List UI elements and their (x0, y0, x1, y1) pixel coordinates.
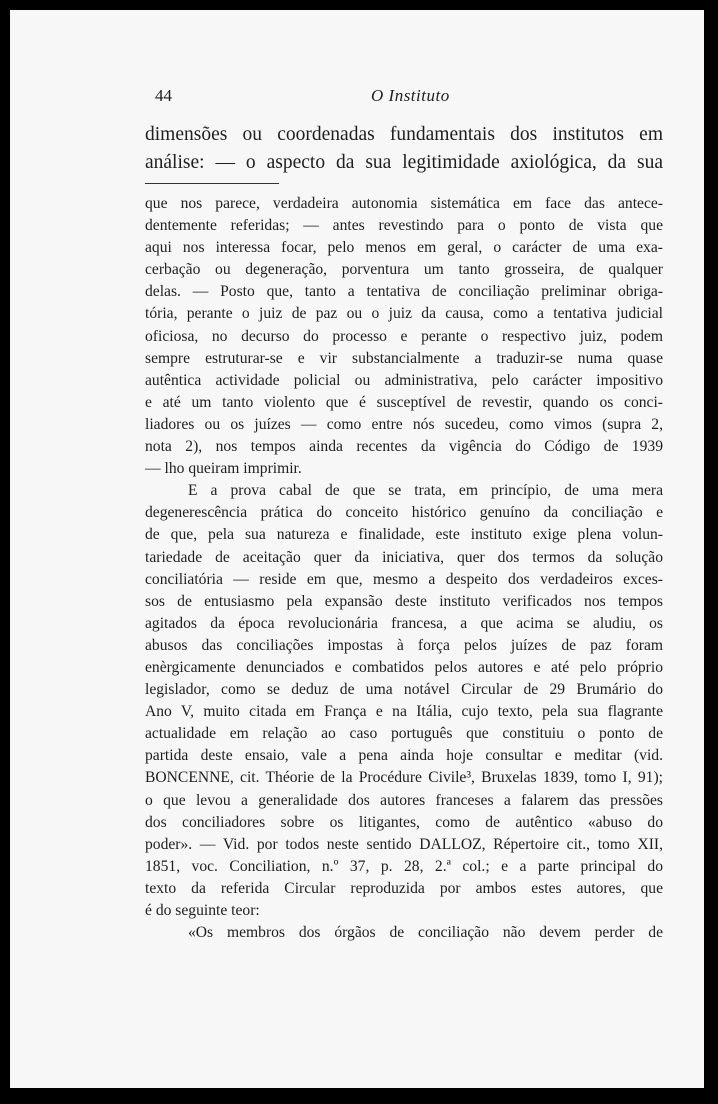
text-line: dimensões ou coordenadas fundamentais dos institutos em (145, 124, 663, 145)
footnote-line: abusos das conciliações impostas à força pelos juízes de paz foram (145, 636, 663, 654)
main-text (145, 121, 663, 177)
footnote-line: o que levou a generalidade dos autores franceses a falarem das pressões (145, 791, 663, 809)
footnote-line: aqui nos interessa focar, pelo menos em geral, o carácter de uma exa- (145, 239, 663, 257)
footnote-line: enèrgicamente denunciados e combatidos pelos autores e até pelo próprio (145, 658, 663, 676)
text-line: análise: — o aspecto da sua legitimidade axiológica, da sua (145, 152, 663, 173)
footnote-line: de que, pela sua natureza e finalidade, este instituto exige plena volun- (145, 526, 663, 544)
footnote-paragraph (145, 480, 663, 922)
footnote-line: 1851, voc. Conciliation, n.º 37, p. 28, 2.ª col.; e a parte principal do (145, 857, 663, 875)
footnote-line: e até um tanto violento que é susceptível de revestir, quando os conci- (145, 393, 663, 411)
footnote-line: é do seguinte teor: (145, 902, 260, 919)
footnote-line: degenerescência prática do conceito histórico genuíno da conciliação e (145, 504, 663, 522)
footnote-line: oficiosa, no decurso do processo e perante o respectivo juiz, podem (145, 327, 663, 345)
footnote-line: que nos parece, verdadeira autonomia sistemática em face das antece- (145, 195, 663, 212)
footnote (145, 193, 663, 944)
footnote-line: nota 2), nos tempos ainda recentes da vigência do Código de 1939 (145, 438, 663, 456)
footnote-line: sempre estruturar-se e vir substancialmente a traduzir-se numa quase (145, 349, 663, 367)
footnote-line: tória, perante o juiz de paz ou o juiz da causa, como a tentativa judicial (145, 305, 663, 323)
footnote-line: legislador, como se deduz de uma notável Circular de 29 Brumário do (145, 681, 663, 699)
footnote-separator (145, 183, 279, 184)
running-title: O Instituto (371, 86, 450, 105)
main-paragraph (145, 121, 663, 177)
footnote-paragraph (145, 922, 663, 944)
footnote-line: dentemente referidas; — antes revestindo para o ponto de vista que (145, 217, 663, 235)
footnote-line: poder». — Vid. por todos neste sentido DALLOZ, Répertoire cit., tomo XII, (145, 835, 663, 853)
footnote-line: partida deste ensaio, vale a pena ainda hoje consultar e meditar (vid. (145, 747, 663, 765)
footnote-line: E a prova cabal de que se trata, em princípio, de uma mera (188, 482, 663, 500)
footnote-line: liadores ou os juízes — como entre nós sucedeu, como vimos (supra 2, (145, 415, 663, 433)
footnote-line: conciliatória — reside em que, mesmo a despeito dos verdadeiros exces- (145, 570, 663, 588)
footnote-line: agitados da época revolucionária francesa, a que acima se aludiu, os (145, 614, 663, 632)
footnote-line: dos conciliadores sobre os litigantes, como de autêntico «abuso do (145, 813, 663, 831)
footnote-line: — lho queiram imprimir. (145, 460, 302, 478)
footnote-line: actualidade em relação ao caso português que constituiu o ponto de (145, 725, 663, 743)
footnote-line: cerbação ou degeneração, porventura um tanto grosseira, de qualquer (145, 261, 663, 279)
footnote-line: Ano V, muito citada em França e na Itália, cujo texto, pela sua flagrante (145, 703, 663, 721)
footnote-line: sos de entusiasmo pela expansão deste instituto verificados nos tempos (145, 592, 663, 610)
page-number: 44 (155, 86, 172, 105)
page-header (155, 86, 673, 114)
footnote-paragraph (145, 193, 663, 480)
footnote-line: tariedade de aceitação quer da iniciativa, quer dos termos da solução (145, 548, 663, 566)
footnote-line: texto da referida Circular reproduzida por ambos estes autores, que (145, 879, 663, 897)
footnote-line: delas. — Posto que, tanto a tentativa de conciliação preliminar obriga- (145, 283, 663, 301)
footnote-line: BONCENNE, cit. Théorie de la Procédure Civile³, Bruxelas 1839, tomo I, 91); (145, 769, 663, 787)
footnote-line: «Os membros dos órgãos de conciliação não devem perder de (188, 924, 663, 942)
footnote-line: autêntica actividade policial ou administrativa, pelo carácter impositivo (145, 371, 663, 389)
